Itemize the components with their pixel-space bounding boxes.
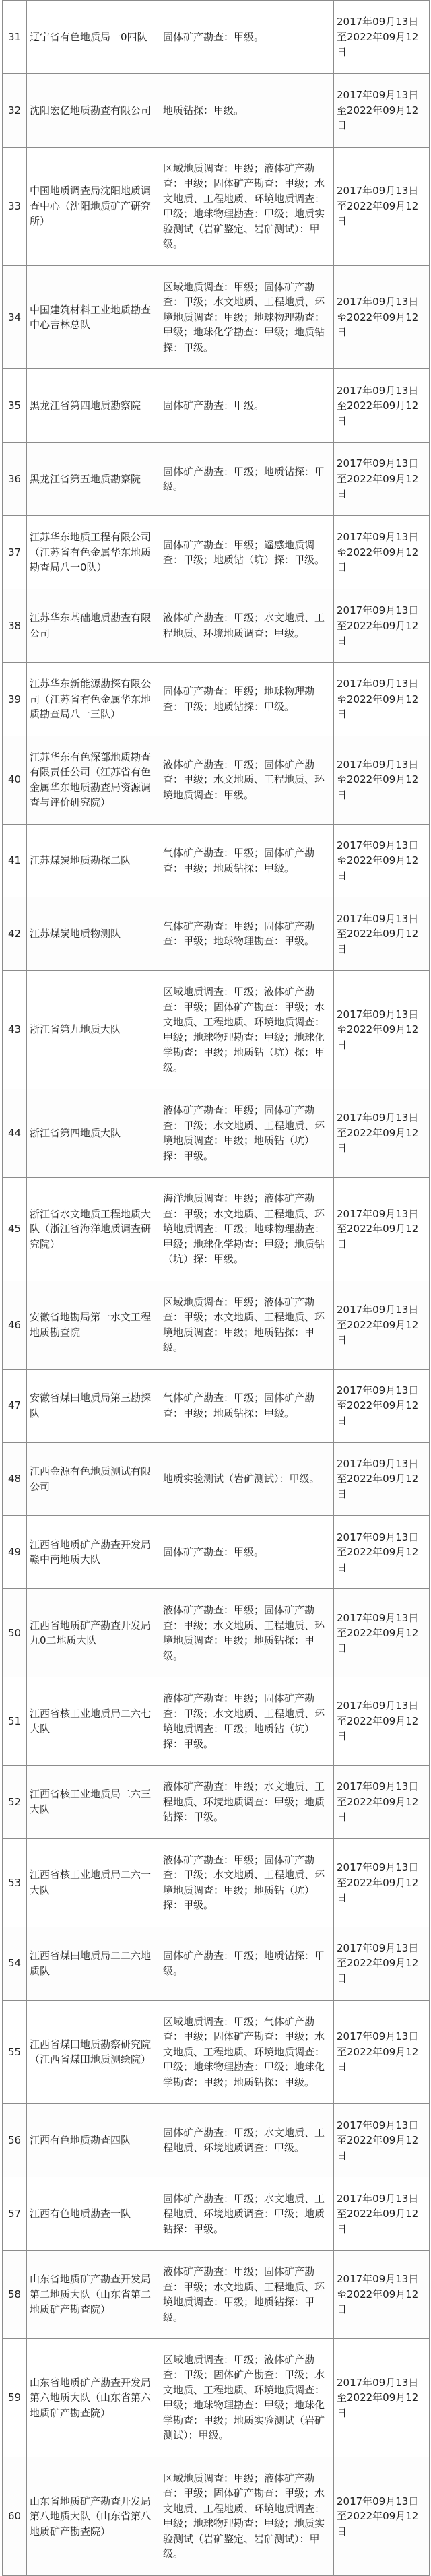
qualification-scope: 海洋地质调查：甲级；液体矿产勘查：甲级；水文地质、工程地质、环境地质调查：甲级；地球物理勘查：甲级；地球化学勘查：甲级；地质钻（坑）探：甲级。: [160, 1178, 334, 1281]
validity-period: 2017年09月13日至2022年09月12日: [334, 1766, 430, 1839]
unit-name: 浙江省第四地质大队: [27, 1089, 160, 1178]
table-row: [3, 443, 430, 516]
row-number: 58: [3, 2251, 27, 2339]
validity-period: 2017年09月13日至2022年09月12日: [334, 662, 430, 736]
row-number: 52: [3, 1766, 27, 1839]
unit-name: 辽宁省有色地质局一0四队: [27, 1, 160, 74]
validity-period: 2017年09月13日至2022年09月12日: [334, 1, 430, 74]
row-number: 53: [3, 1838, 27, 1927]
validity-period: 2017年09月13日至2022年09月12日: [334, 2104, 430, 2177]
table-row: [3, 1442, 430, 1516]
row-number: 33: [3, 147, 27, 265]
table-row: [3, 1927, 430, 2000]
validity-period: 2017年09月13日至2022年09月12日: [334, 1089, 430, 1178]
unit-name: 中国地质调查局沈阳地质调查中心（沈阳地质矿产研究所）: [27, 147, 160, 265]
unit-name: 安徽省煤田地质局第三勘探队: [27, 1369, 160, 1442]
table-row: [3, 2251, 430, 2339]
unit-name: 江苏华东有色深部地质勘查有限责任公司（江苏省有色金属华东地质勘查局资源调查与评价研究院）: [27, 736, 160, 824]
table-row: [3, 2339, 430, 2457]
validity-period: 2017年09月13日至2022年09月12日: [334, 1281, 430, 1369]
qualification-scope: 区域地质调查：甲级；气体矿产勘查：甲级；固体矿产勘查：甲级；水文地质、工程地质、环境地质调查：甲级；地球物理勘查：甲级；地球化学勘查：甲级；地质钻探：甲级。: [160, 2000, 334, 2104]
validity-period: 2017年09月13日至2022年09月12日: [334, 1369, 430, 1442]
qualification-scope: 液体矿产勘查：甲级；固体矿产勘查：甲级；水文地质、工程地质、环境地质调查：甲级；地质钻（坑）探：甲级。: [160, 1838, 334, 1927]
table-row: [3, 1677, 430, 1766]
row-number: 51: [3, 1677, 27, 1766]
qualification-table: [2, 0, 430, 2576]
validity-period: 2017年09月13日至2022年09月12日: [334, 897, 430, 971]
row-number: 38: [3, 589, 27, 663]
row-number: 56: [3, 2104, 27, 2177]
validity-period: 2017年09月13日至2022年09月12日: [334, 2000, 430, 2104]
unit-name: 江西金源有色地质测试有限公司: [27, 1442, 160, 1516]
validity-period: 2017年09月13日至2022年09月12日: [334, 589, 430, 663]
unit-name: 黑龙江省第五地质勘察院: [27, 443, 160, 516]
row-number: 60: [3, 2457, 27, 2575]
row-number: 50: [3, 1589, 27, 1677]
qualification-scope: 液体矿产勘查：甲级；固体矿产勘查：甲级；水文地质、工程地质、环境地质调查：甲级；地质钻（坑）探：甲级。: [160, 1677, 334, 1766]
row-number: 37: [3, 516, 27, 589]
row-number: 47: [3, 1369, 27, 1442]
unit-name: 浙江省水文地质工程地质大队（浙江省海洋地质调查研究院）: [27, 1178, 160, 1281]
validity-period: 2017年09月13日至2022年09月12日: [334, 971, 430, 1089]
qualification-scope: 地质钻探：甲级。: [160, 73, 334, 147]
table-row: [3, 1281, 430, 1369]
validity-period: 2017年09月13日至2022年09月12日: [334, 2251, 430, 2339]
validity-period: 2017年09月13日至2022年09月12日: [334, 1677, 430, 1766]
qualification-scope: 区域地质调查：甲级；液体矿产勘查：甲级；固体矿产勘查：甲级；水文地质、工程地质、环境地质调查：甲级；地球物理勘查：甲级；地球化学勘查：甲级；地质钻（坑）探：甲级。: [160, 971, 334, 1089]
table-row: [3, 1178, 430, 1281]
table-row: [3, 1838, 430, 1927]
unit-name: 江苏华东新能源勘探有限公司（江苏省有色金属华东地质勘查局八一三队）: [27, 662, 160, 736]
qualification-scope: 固体矿产勘查：甲级。: [160, 369, 334, 443]
validity-period: 2017年09月13日至2022年09月12日: [334, 265, 430, 369]
unit-name: 江西省地质矿产勘查开发局九0二地质大队: [27, 1589, 160, 1677]
qualification-scope: 区域地质调查：甲级；液体矿产勘查：甲级；固体矿产勘查：甲级；水文地质、工程地质、环境地质调查：甲级；地球物理勘查：甲级；地质实验测试（岩矿鉴定、岩矿测试）：甲级。: [160, 2457, 334, 2575]
row-number: 45: [3, 1178, 27, 1281]
table-row: [3, 589, 430, 663]
unit-name: 山东省地质矿产勘查开发局第二地质大队（山东省第二地质矿产勘查院）: [27, 2251, 160, 2339]
unit-name: 江西省核工业地质局二六七大队: [27, 1677, 160, 1766]
unit-name: 江西省核工业地质局二六三大队: [27, 1766, 160, 1839]
table-row: [3, 1089, 430, 1178]
unit-name: 中国建筑材料工业地质勘查中心吉林总队: [27, 265, 160, 369]
qualification-scope: 固体矿产勘查：甲级。: [160, 1, 334, 74]
unit-name: 安徽省地勘局第一水文工程地质勘查院: [27, 1281, 160, 1369]
table-row: [3, 265, 430, 369]
row-number: 35: [3, 369, 27, 443]
table-row: [3, 369, 430, 443]
row-number: 34: [3, 265, 27, 369]
unit-name: 江西有色地质勘查一队: [27, 2177, 160, 2251]
row-number: 49: [3, 1516, 27, 1589]
validity-period: 2017年09月13日至2022年09月12日: [334, 1442, 430, 1516]
qualification-scope: 液体矿产勘查：甲级；固体矿产勘查：甲级；水文地质、工程地质、环境地质调查：甲级；地质钻探：甲级。: [160, 1589, 334, 1677]
validity-period: 2017年09月13日至2022年09月12日: [334, 1178, 430, 1281]
qualification-scope: 液体矿产勘查：甲级；固体矿产勘查：甲级；水文地质、工程地质、环境地质调查：甲级。: [160, 736, 334, 824]
qualification-scope: 固体矿产勘查：甲级；水文地质、工程地质、环境地质调查：甲级。: [160, 2104, 334, 2177]
validity-period: 2017年09月13日至2022年09月12日: [334, 443, 430, 516]
qualification-scope: 固体矿产勘查：甲级；地球物理勘查：甲级；地质钻探：甲级。: [160, 662, 334, 736]
validity-period: 2017年09月13日至2022年09月12日: [334, 2177, 430, 2251]
qualification-scope: 固体矿产勘查：甲级。: [160, 1516, 334, 1589]
table-row: [3, 1589, 430, 1677]
row-number: 54: [3, 1927, 27, 2000]
table-row: [3, 736, 430, 824]
validity-period: 2017年09月13日至2022年09月12日: [334, 2339, 430, 2457]
unit-name: 江苏华东基础地质勘查有限公司: [27, 589, 160, 663]
validity-period: 2017年09月13日至2022年09月12日: [334, 147, 430, 265]
table-row: [3, 516, 430, 589]
row-number: 40: [3, 736, 27, 824]
row-number: 36: [3, 443, 27, 516]
unit-name: 江西有色地质勘查四队: [27, 2104, 160, 2177]
row-number: 48: [3, 1442, 27, 1516]
unit-name: 江西省煤田地质勘察研究院（江西省煤田地质测绘院）: [27, 2000, 160, 2104]
table-row: [3, 2000, 430, 2104]
row-number: 59: [3, 2339, 27, 2457]
row-number: 55: [3, 2000, 27, 2104]
qualification-scope: 固体矿产勘查：甲级；地质钻探：甲级。: [160, 1927, 334, 2000]
validity-period: 2017年09月13日至2022年09月12日: [334, 516, 430, 589]
unit-name: 黑龙江省第四地质勘察院: [27, 369, 160, 443]
row-number: 46: [3, 1281, 27, 1369]
qualification-scope: 区域地质调查：甲级；液体矿产勘查：甲级；固体矿产勘查：甲级；水文地质、工程地质、环境地质调查：甲级；地球物理勘查：甲级；地球化学勘查：甲级；地质实验测试（岩矿测试）：甲级。: [160, 2339, 334, 2457]
validity-period: 2017年09月13日至2022年09月12日: [334, 1589, 430, 1677]
qualification-scope: 地质实验测试（岩矿测试）：甲级。: [160, 1442, 334, 1516]
validity-period: 2017年09月13日至2022年09月12日: [334, 1838, 430, 1927]
qualification-scope: 气体矿产勘查：甲级；固体矿产勘查：甲级；地质钻探：甲级。: [160, 824, 334, 897]
qualification-scope: 固体矿产勘查：甲级；地质钻探：甲级。: [160, 443, 334, 516]
validity-period: 2017年09月13日至2022年09月12日: [334, 73, 430, 147]
qualification-scope: 固体矿产勘查：甲级；遥感地质调查：甲级；地质钻（坑）探：甲级。: [160, 516, 334, 589]
unit-name: 山东省地质矿产勘查开发局第六地质大队（山东省第六地质矿产勘查院）: [27, 2339, 160, 2457]
unit-name: 山东省地质矿产勘查开发局第八地质大队（山东省第八地质矿产勘查院）: [27, 2457, 160, 2575]
table-row: [3, 824, 430, 897]
row-number: 57: [3, 2177, 27, 2251]
table-row: [3, 1, 430, 74]
unit-name: 江西省地质矿产勘查开发局赣中南地质大队: [27, 1516, 160, 1589]
row-number: 43: [3, 971, 27, 1089]
validity-period: 2017年09月13日至2022年09月12日: [334, 369, 430, 443]
qualification-scope: 气体矿产勘查：甲级；固体矿产勘查：甲级；地质钻探：甲级。: [160, 1369, 334, 1442]
validity-period: 2017年09月13日至2022年09月12日: [334, 2457, 430, 2575]
qualification-scope: 区域地质调查：甲级；液体矿产勘查：甲级；固体矿产勘查：甲级；水文地质、工程地质、环境地质调查：甲级；地球物理勘查：甲级；地质实验测试（岩矿鉴定、岩矿测试）：甲级。: [160, 147, 334, 265]
unit-name: 江西省煤田地质局二二六地质队: [27, 1927, 160, 2000]
unit-name: 江苏煤炭地质物测队: [27, 897, 160, 971]
row-number: 39: [3, 662, 27, 736]
unit-name: 江西省核工业地质局二六一大队: [27, 1838, 160, 1927]
table-row: [3, 1369, 430, 1442]
table-row: [3, 897, 430, 971]
qualification-scope: 液体矿产勘查：甲级；水文地质、工程地质、环境地质调查：甲级。: [160, 589, 334, 663]
qualification-scope: 气体矿产勘查：甲级；固体矿产勘查：甲级；地球物理勘查：甲级。: [160, 897, 334, 971]
qualification-scope: 液体矿产勘查：甲级；固体矿产勘查：甲级；水文地质、工程地质、环境地质调查：甲级；地质钻探：甲级。: [160, 2251, 334, 2339]
row-number: 44: [3, 1089, 27, 1178]
qualification-scope: 液体矿产勘查：甲级；固体矿产勘查：甲级；水文地质、工程地质、环境地质调查：甲级；地质钻（坑）探：甲级。: [160, 1089, 334, 1178]
table-row: [3, 2177, 430, 2251]
unit-name: 江苏煤炭地质勘探二队: [27, 824, 160, 897]
row-number: 31: [3, 1, 27, 74]
table-row: [3, 971, 430, 1089]
table-row: [3, 1766, 430, 1839]
qualification-scope: 区域地质调查：甲级；液体矿产勘查：甲级；水文地质、工程地质、环境地质调查：甲级；地质钻探：甲级。: [160, 1281, 334, 1369]
unit-name: 沈阳宏亿地质勘查有限公司: [27, 73, 160, 147]
qualification-scope: 区域地质调查：甲级；固体矿产勘查：甲级；水文地质、工程地质、环境地质调查：甲级；地球物理勘查：甲级；地球化学勘查：甲级；地质钻探：甲级。: [160, 265, 334, 369]
qualification-scope: 液体矿产勘查：甲级；水文地质、工程地质、环境地质调查：甲级；地质钻探：甲级。: [160, 1766, 334, 1839]
qualification-scope: 固体矿产勘查：甲级；水文地质、工程地质、环境地质调查：甲级；地质钻探：甲级。: [160, 2177, 334, 2251]
unit-name: 江苏华东地质工程有限公司（江苏省有色金属华东地质勘查局八一0队）: [27, 516, 160, 589]
row-number: 32: [3, 73, 27, 147]
row-number: 42: [3, 897, 27, 971]
table-row: [3, 147, 430, 265]
row-number: 41: [3, 824, 27, 897]
table-row: [3, 1516, 430, 1589]
validity-period: 2017年09月13日至2022年09月12日: [334, 1927, 430, 2000]
table-row: [3, 73, 430, 147]
table-row: [3, 662, 430, 736]
table-body: [3, 1, 430, 2576]
table-row: [3, 2457, 430, 2575]
validity-period: 2017年09月13日至2022年09月12日: [334, 736, 430, 824]
table-row: [3, 2104, 430, 2177]
unit-name: 浙江省第九地质大队: [27, 971, 160, 1089]
validity-period: 2017年09月13日至2022年09月12日: [334, 1516, 430, 1589]
validity-period: 2017年09月13日至2022年09月12日: [334, 824, 430, 897]
